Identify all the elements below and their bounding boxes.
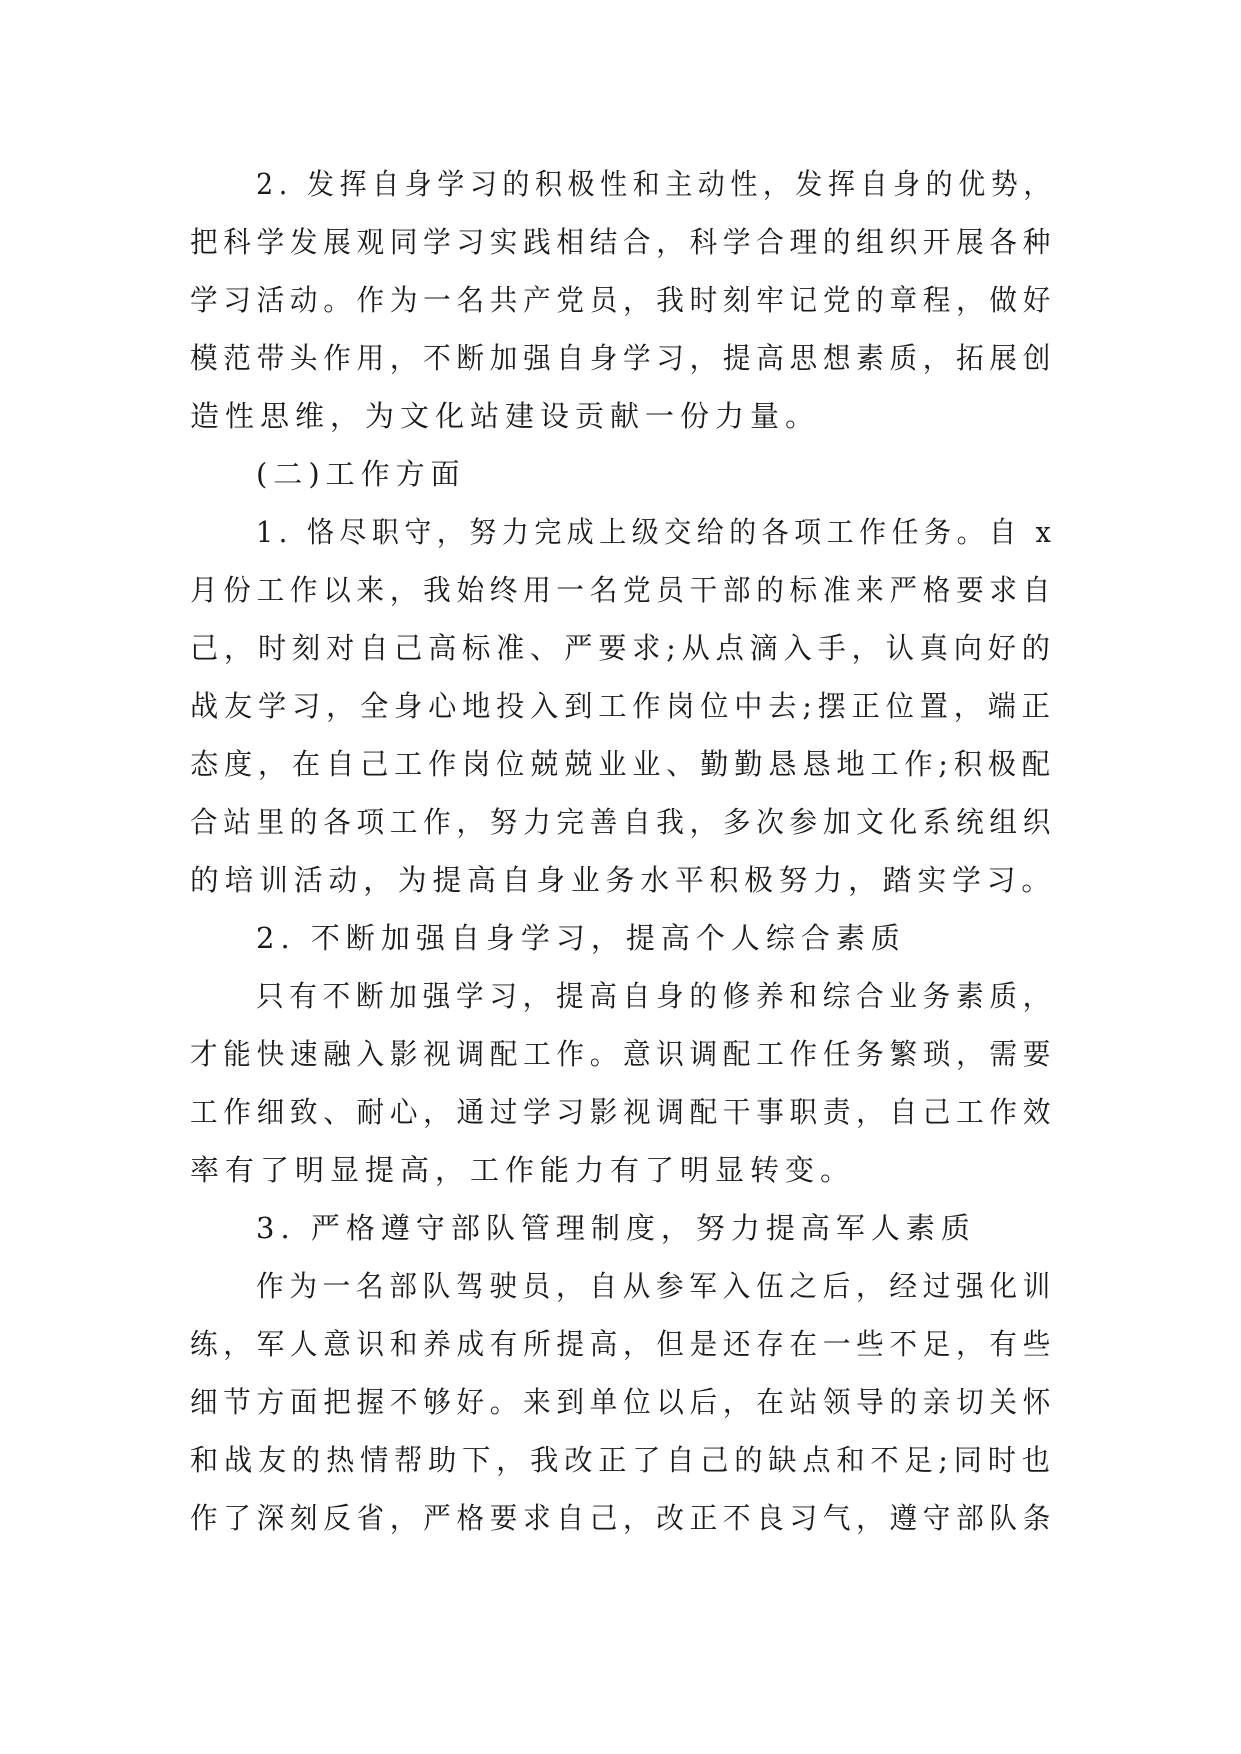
text-line: 造性思维，为文化站建设贡献一份力量。 [190, 399, 821, 433]
text-line: 己，时刻对自己高标准、严要求;从点滴入手，认真向好的 [190, 631, 1056, 665]
text-line: 战友学习，全身心地投入到工作岗位中去;摆正位置，端正 [190, 689, 1056, 723]
text-line: 态度，在自己工作岗位兢兢业业、勤勤恳恳地工作;积极配 [190, 747, 1056, 781]
text-line: 作了深刻反省，严格要求自己，改正不良习气，遵守部队条 [190, 1501, 1057, 1535]
text-line: 才能快速融入影视调配工作。意识调配工作任务繁琐，需要 [190, 1037, 1057, 1071]
text-line: 月份工作以来，我始终用一名党员干部的标准来严格要求自 [190, 573, 1057, 607]
text-line: 1. 恪尽职守，努力完成上级交给的各项工作任务。自 x [256, 515, 1057, 549]
text-line: 只有不断加强学习，提高自身的修养和综合业务素质， [256, 979, 1057, 1013]
text-line: 和战友的热情帮助下，我改正了自己的缺点和不足;同时也 [190, 1443, 1056, 1477]
text-line: 练，军人意识和养成有所提高，但是还存在一些不足，有些 [190, 1327, 1057, 1361]
text-line: 2. 发挥自身学习的积极性和主动性，发挥自身的优势， [256, 167, 1056, 201]
text-line: 把科学发展观同学习实践相结合，科学合理的组织开展各种 [190, 225, 1057, 259]
text-line: 细节方面把握不够好。来到单位以后，在站领导的亲切关怀 [190, 1385, 1057, 1419]
subheading: 3. 严格遵守部队管理制度，努力提高军人素质 [256, 1211, 976, 1245]
subheading: 2. 不断加强自身学习，提高个人综合素质 [256, 921, 906, 955]
text-line: 工作细致、耐心，通过学习影视调配干事职责，自己工作效 [190, 1095, 1057, 1129]
text-line: 的培训活动，为提高自身业务水平积极努力，踏实学习。 [190, 863, 1057, 897]
text-line: 率有了明显提高，工作能力有了明显转变。 [190, 1153, 856, 1187]
text-line: 学习活动。作为一名共产党员，我时刻牢记党的章程，做好 [190, 283, 1057, 317]
text-line: 模范带头作用，不断加强自身学习，提高思想素质，拓展创 [190, 341, 1057, 375]
text-line: 合站里的各项工作，努力完善自我，多次参加文化系统组织 [190, 805, 1057, 839]
section-heading: (二)工作方面 [256, 457, 466, 491]
text-line: 作为一名部队驾驶员，自从参军入伍之后，经过强化训 [256, 1269, 1057, 1303]
